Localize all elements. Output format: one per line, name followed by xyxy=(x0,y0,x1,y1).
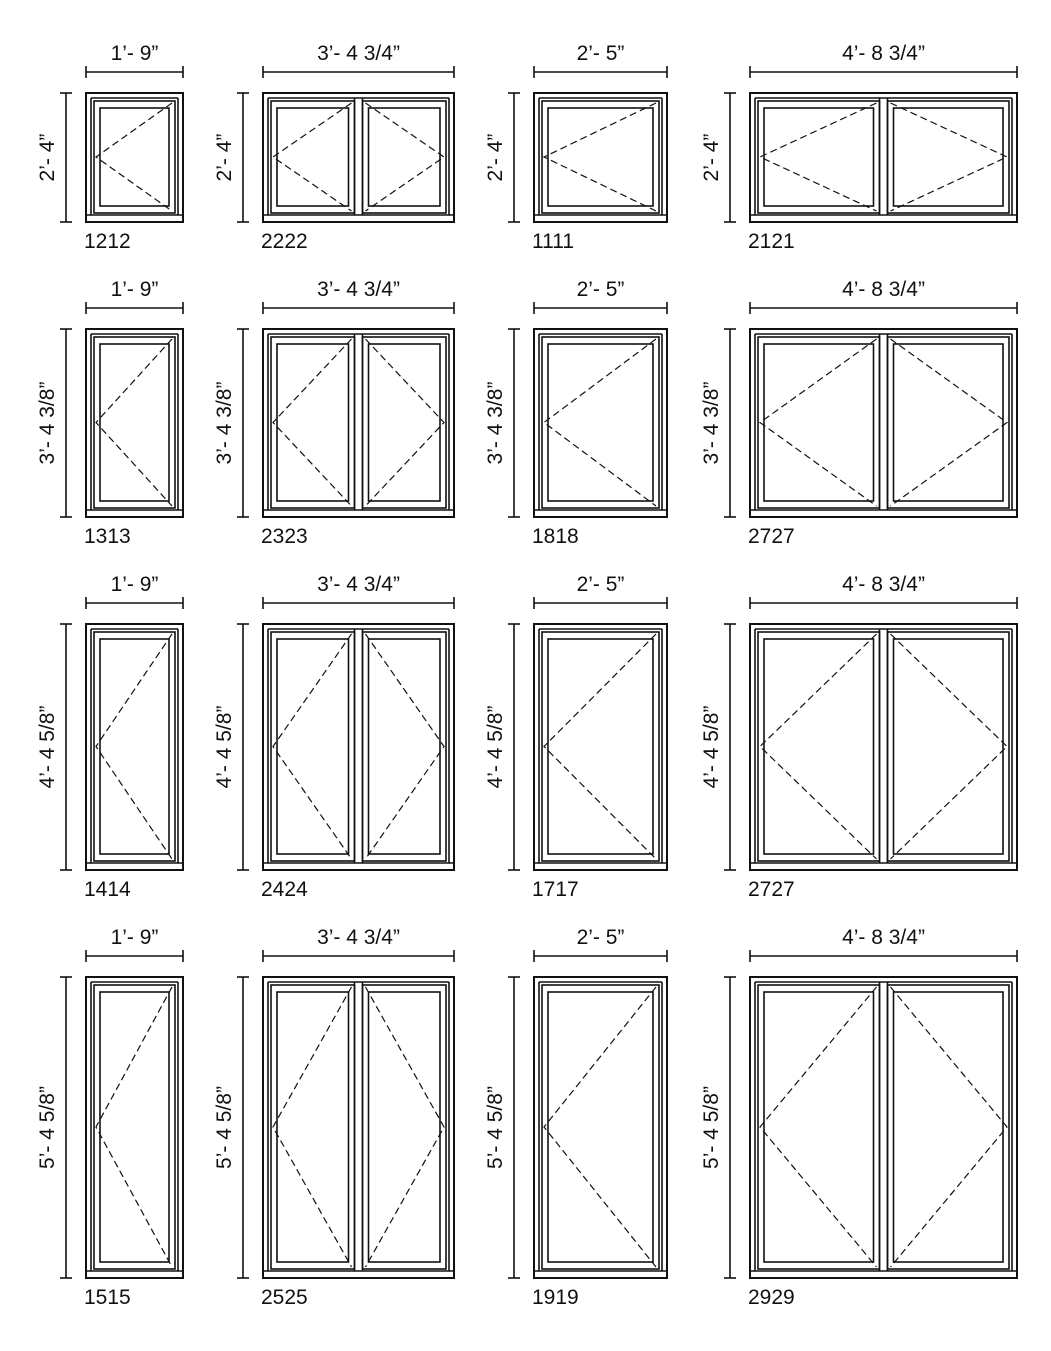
product-code: 2222 xyxy=(261,230,308,253)
width-dimension-line xyxy=(263,302,454,314)
swing-indicator xyxy=(366,987,445,1267)
width-label: 2’- 5” xyxy=(576,573,625,596)
height-label: 2’- 4” xyxy=(213,133,236,182)
casement-sash xyxy=(758,985,880,1269)
swing-indicator xyxy=(891,103,1008,211)
swing-indicator xyxy=(760,103,877,211)
height-label: 4’- 4 5/8” xyxy=(36,705,59,789)
swing-indicator xyxy=(760,339,877,506)
swing-indicator xyxy=(96,103,172,211)
casement-sash xyxy=(94,101,175,213)
width-label: 4’- 8 3/4” xyxy=(842,278,925,301)
window-frame xyxy=(750,977,1017,1278)
width-dimension-line xyxy=(263,950,454,962)
height-label: 4’- 4 5/8” xyxy=(213,705,236,789)
product-code: 1818 xyxy=(532,525,579,548)
swing-indicator xyxy=(96,634,172,859)
swing-indicator xyxy=(760,987,877,1267)
window-unit-8 xyxy=(36,573,183,901)
product-code: 2727 xyxy=(748,878,795,901)
casement-sash xyxy=(363,632,447,861)
width-dimension-line xyxy=(86,302,183,314)
window-frame xyxy=(263,624,454,870)
width-dimension-line xyxy=(534,950,667,962)
height-dimension-line xyxy=(60,93,72,222)
swing-indicator xyxy=(366,103,445,211)
window-unit-5 xyxy=(213,278,454,548)
window-frame xyxy=(534,329,667,517)
height-label: 2’- 4” xyxy=(700,133,723,182)
width-label: 3’- 4 3/4” xyxy=(317,926,400,949)
window-unit-15 xyxy=(700,926,1017,1309)
product-code: 2929 xyxy=(748,1286,795,1309)
product-code: 2121 xyxy=(748,230,795,253)
product-code: 1919 xyxy=(532,1286,579,1309)
width-label: 1’- 9” xyxy=(110,278,159,301)
width-dimension-line xyxy=(263,66,454,78)
width-dimension-line xyxy=(750,950,1017,962)
swing-indicator xyxy=(544,339,656,506)
height-dimension-line xyxy=(724,977,736,1278)
swing-indicator xyxy=(544,103,656,211)
height-dimension-line xyxy=(724,93,736,222)
height-label: 3’- 4 3/8” xyxy=(213,381,236,465)
casement-sash xyxy=(758,101,880,213)
width-dimension-line xyxy=(86,597,183,609)
width-label: 3’- 4 3/4” xyxy=(317,278,400,301)
casement-sash xyxy=(888,337,1010,508)
product-code: 2323 xyxy=(261,525,308,548)
width-label: 4’- 8 3/4” xyxy=(842,926,925,949)
casement-sash xyxy=(363,337,447,508)
window-unit-1 xyxy=(213,42,454,253)
swing-indicator xyxy=(544,634,656,859)
casement-sash xyxy=(271,337,355,508)
width-dimension-line xyxy=(534,597,667,609)
height-label: 5’- 4 5/8” xyxy=(700,1086,723,1169)
swing-indicator xyxy=(891,634,1008,859)
casement-sash xyxy=(271,101,355,213)
width-dimension-line xyxy=(534,302,667,314)
width-label: 2’- 5” xyxy=(576,278,625,301)
window-unit-0 xyxy=(36,42,183,253)
width-label: 1’- 9” xyxy=(110,926,159,949)
height-label: 2’- 4” xyxy=(36,133,59,182)
casement-sash xyxy=(888,632,1010,861)
casement-sash xyxy=(94,985,175,1269)
product-code: 1111 xyxy=(532,230,575,253)
width-label: 2’- 5” xyxy=(576,926,625,949)
height-dimension-line xyxy=(508,329,520,517)
height-label: 5’- 4 5/8” xyxy=(484,1086,507,1169)
product-code: 2424 xyxy=(261,878,308,901)
swing-indicator xyxy=(273,987,352,1267)
swing-indicator xyxy=(96,339,172,506)
window-frame xyxy=(534,977,667,1278)
swing-indicator xyxy=(273,634,352,859)
height-label: 3’- 4 3/8” xyxy=(36,381,59,465)
window-unit-9 xyxy=(213,573,454,901)
width-dimension-line xyxy=(534,66,667,78)
product-code: 1212 xyxy=(84,230,131,253)
casement-sash xyxy=(363,985,447,1269)
window-unit-11 xyxy=(700,573,1017,901)
window-unit-3 xyxy=(700,42,1017,253)
width-label: 1’- 9” xyxy=(110,42,159,65)
height-label: 3’- 4 3/8” xyxy=(700,381,723,465)
window-unit-2 xyxy=(484,42,667,253)
product-code: 2727 xyxy=(748,525,795,548)
height-dimension-line xyxy=(60,329,72,517)
swing-indicator xyxy=(366,634,445,859)
window-frame xyxy=(750,93,1017,222)
window-frame xyxy=(534,624,667,870)
height-dimension-line xyxy=(508,977,520,1278)
product-code: 1313 xyxy=(84,525,131,548)
casement-sash xyxy=(758,337,880,508)
height-dimension-line xyxy=(724,329,736,517)
height-dimension-line xyxy=(60,624,72,870)
width-dimension-line xyxy=(750,66,1017,78)
width-label: 1’- 9” xyxy=(110,573,159,596)
height-dimension-line xyxy=(508,624,520,870)
height-label: 4’- 4 5/8” xyxy=(484,705,507,789)
height-dimension-line xyxy=(508,93,520,222)
width-label: 4’- 8 3/4” xyxy=(842,42,925,65)
width-dimension-line xyxy=(750,302,1017,314)
product-code: 1717 xyxy=(532,878,579,901)
swing-indicator xyxy=(273,103,352,211)
casement-sash xyxy=(271,632,355,861)
window-frame xyxy=(750,329,1017,517)
height-label: 5’- 4 5/8” xyxy=(213,1086,236,1169)
window-unit-4 xyxy=(36,278,183,548)
swing-indicator xyxy=(760,634,877,859)
product-code: 1515 xyxy=(84,1286,131,1309)
width-dimension-line xyxy=(263,597,454,609)
height-label: 3’- 4 3/8” xyxy=(484,381,507,465)
casement-sash xyxy=(542,632,659,861)
window-unit-12 xyxy=(36,926,183,1309)
window-frame xyxy=(263,93,454,222)
height-label: 5’- 4 5/8” xyxy=(36,1086,59,1169)
height-dimension-line xyxy=(237,93,249,222)
casement-sash xyxy=(94,337,175,508)
width-label: 3’- 4 3/4” xyxy=(317,42,400,65)
height-dimension-line xyxy=(60,977,72,1278)
casement-sash xyxy=(363,101,447,213)
width-label: 2’- 5” xyxy=(576,42,625,65)
swing-indicator xyxy=(273,339,352,506)
width-dimension-line xyxy=(750,597,1017,609)
window-unit-7 xyxy=(700,278,1017,548)
window-frame xyxy=(263,329,454,517)
casement-sash xyxy=(758,632,880,861)
window-frame xyxy=(750,624,1017,870)
product-code: 1414 xyxy=(84,878,131,901)
window-unit-13 xyxy=(213,926,454,1309)
swing-indicator xyxy=(544,987,656,1267)
width-label: 4’- 8 3/4” xyxy=(842,573,925,596)
swing-indicator xyxy=(96,987,172,1267)
swing-indicator xyxy=(366,339,445,506)
swing-indicator xyxy=(891,987,1008,1267)
width-label: 3’- 4 3/4” xyxy=(317,573,400,596)
casement-sash xyxy=(94,632,175,861)
width-dimension-line xyxy=(86,66,183,78)
casement-sash xyxy=(542,985,659,1269)
casement-sash xyxy=(542,101,659,213)
height-dimension-line xyxy=(724,624,736,870)
window-frame xyxy=(534,93,667,222)
width-dimension-line xyxy=(86,950,183,962)
window-frame xyxy=(263,977,454,1278)
height-dimension-line xyxy=(237,329,249,517)
window-unit-10 xyxy=(484,573,667,901)
casement-sash xyxy=(888,985,1010,1269)
casement-sash xyxy=(271,985,355,1269)
window-unit-6 xyxy=(484,278,667,548)
casement-sash xyxy=(888,101,1010,213)
height-dimension-line xyxy=(237,624,249,870)
swing-indicator xyxy=(891,339,1008,506)
casement-sash xyxy=(542,337,659,508)
height-label: 2’- 4” xyxy=(484,133,507,182)
window-unit-14 xyxy=(484,926,667,1309)
height-dimension-line xyxy=(237,977,249,1278)
product-code: 2525 xyxy=(261,1286,308,1309)
height-label: 4’- 4 5/8” xyxy=(700,705,723,789)
